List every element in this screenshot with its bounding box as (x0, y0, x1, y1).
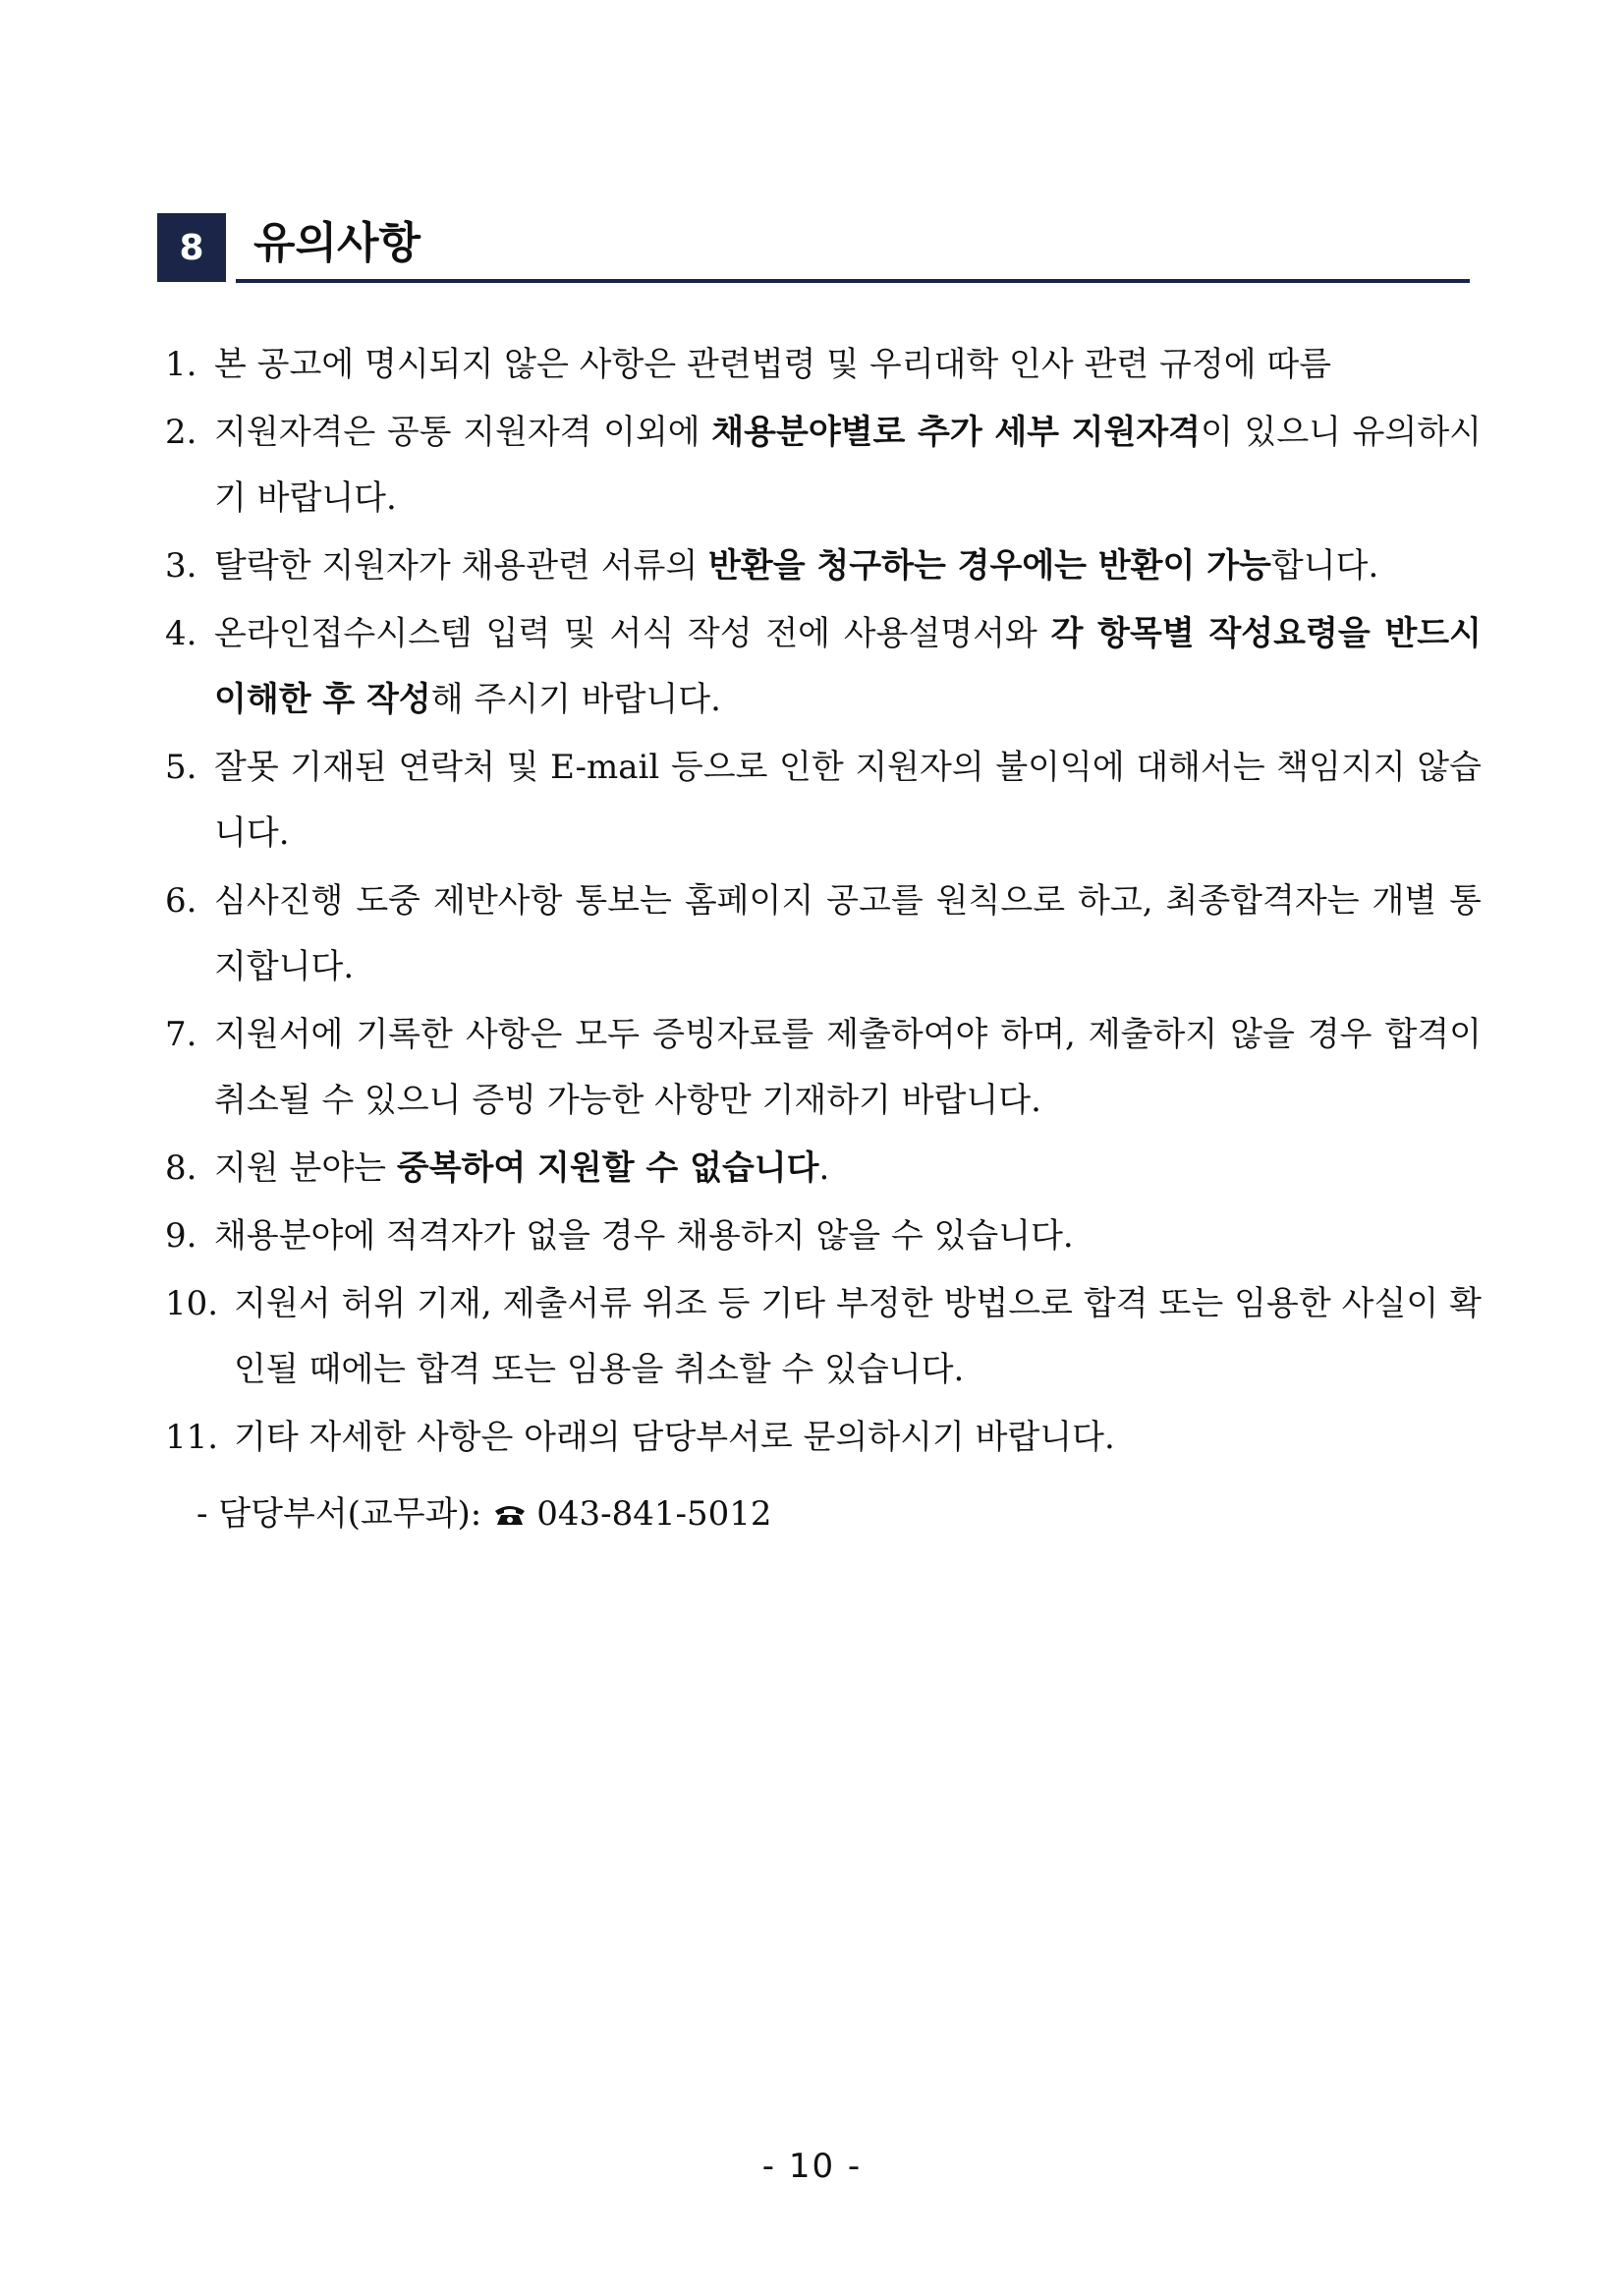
notice-emphasis: 반환을 청구하는 경우에는 반환이 가능 (708, 546, 1271, 586)
notice-text-run: 해 주시기 바랍니다. (430, 680, 721, 719)
notice-item-number: 9. (165, 1216, 197, 1256)
telephone-icon (493, 1503, 527, 1527)
notice-item-number: 5. (165, 748, 197, 787)
section-number-badge (157, 213, 226, 282)
notice-item-number: 1. (165, 345, 197, 384)
contact-line (196, 1482, 772, 1547)
notice-text-run: 합니다. (1270, 546, 1379, 586)
notice-item-text (214, 868, 1482, 1000)
notice-item-text (214, 735, 1482, 867)
notice-item-number: 11. (165, 1418, 219, 1457)
notice-item-number: 8. (165, 1148, 197, 1188)
notice-item-number: 3. (165, 546, 197, 586)
notice-item-text (214, 533, 1482, 599)
notice-item-number: 10. (165, 1284, 219, 1323)
notice-text-run: 이 있으니 유의하시기 바랍니다. (214, 413, 1483, 518)
notice-text-run: . (818, 1148, 830, 1188)
notice-item (165, 601, 1482, 733)
notice-emphasis: 채용분야별로 추가 세부 지원자격 (711, 413, 1202, 452)
notice-text-run: 본 공고에 명시되지 않은 사항은 관련법령 및 우리대학 인사 관련 규정에 따름 (214, 345, 1332, 384)
notice-item-number: 6. (165, 881, 197, 921)
notice-item (165, 533, 1482, 599)
contact-department: - 담당부서(교무과): (196, 1494, 482, 1534)
section-number: 8 (179, 227, 204, 268)
notice-emphasis: 각 항목별 작성요령을 반드시 이해한 후 작성 (214, 614, 1482, 719)
notice-text-run: 지원자격은 공통 지원자격 이외에 (214, 413, 712, 452)
notice-emphasis: 중복하여 지원할 수 없습니다 (396, 1148, 819, 1188)
notice-text-run: 심사진행 도중 제반사항 통보는 홈페이지 공고를 원칙으로 하고, 최종합격자는 개별 통지합니다. (214, 881, 1482, 986)
notice-item (165, 868, 1482, 1000)
notice-item-text (214, 1002, 1482, 1134)
notice-item (165, 1405, 1482, 1471)
notice-item (165, 1002, 1482, 1134)
notice-item-text (214, 1136, 1482, 1202)
notice-item-text (234, 1271, 1482, 1403)
notice-text-run: 탈락한 지원자가 채용관련 서류의 (214, 546, 709, 586)
notice-item (165, 400, 1482, 532)
notice-text-run: 기타 자세한 사항은 아래의 담당부서로 문의하시기 바랍니다. (234, 1418, 1115, 1457)
notice-item-number: 4. (165, 614, 197, 653)
section-title: 유의사항 (253, 218, 421, 268)
notice-list (165, 332, 1482, 1473)
notice-text-run: 지원서에 기록한 사항은 모두 증빙자료를 제출하여야 하며, 제출하지 않을 경우 합격이 취소될 수 있으니 증빙 가능한 사항만 기재하기 바랍니다. (214, 1015, 1482, 1120)
notice-text-run: 잘못 기재된 연락처 및 E-mail 등으로 인한 지원자의 불이익에 대해서는 책임지지 않습니다. (214, 748, 1482, 853)
page-number: - 10 - (761, 2147, 863, 2186)
notice-text-run: 온라인접수시스템 입력 및 서식 작성 전에 사용설명서와 (214, 614, 1051, 653)
notice-item (165, 1204, 1482, 1269)
notice-item (165, 1136, 1482, 1202)
notice-item (165, 1271, 1482, 1403)
section-header (157, 208, 1470, 287)
notice-item-text (214, 400, 1482, 532)
notice-item-number: 7. (165, 1015, 197, 1054)
notice-item-text (214, 332, 1482, 398)
notice-item (165, 332, 1482, 398)
notice-item-text (214, 601, 1482, 733)
notice-text-run: 지원서 허위 기재, 제출서류 위조 등 기타 부정한 방법으로 합격 또는 임용한 사실이 확인될 때에는 합격 또는 임용을 취소할 수 있습니다. (234, 1284, 1482, 1389)
contact-phone: 043-841-5012 (536, 1494, 772, 1534)
section-divider (236, 279, 1470, 283)
notice-item-text (234, 1405, 1482, 1471)
notice-text-run: 지원 분야는 (214, 1148, 397, 1188)
notice-item-number: 2. (165, 413, 197, 452)
notice-item-text (214, 1204, 1482, 1269)
notice-text-run: 채용분야에 적격자가 없을 경우 채용하지 않을 수 있습니다. (214, 1216, 1074, 1256)
notice-item (165, 735, 1482, 867)
